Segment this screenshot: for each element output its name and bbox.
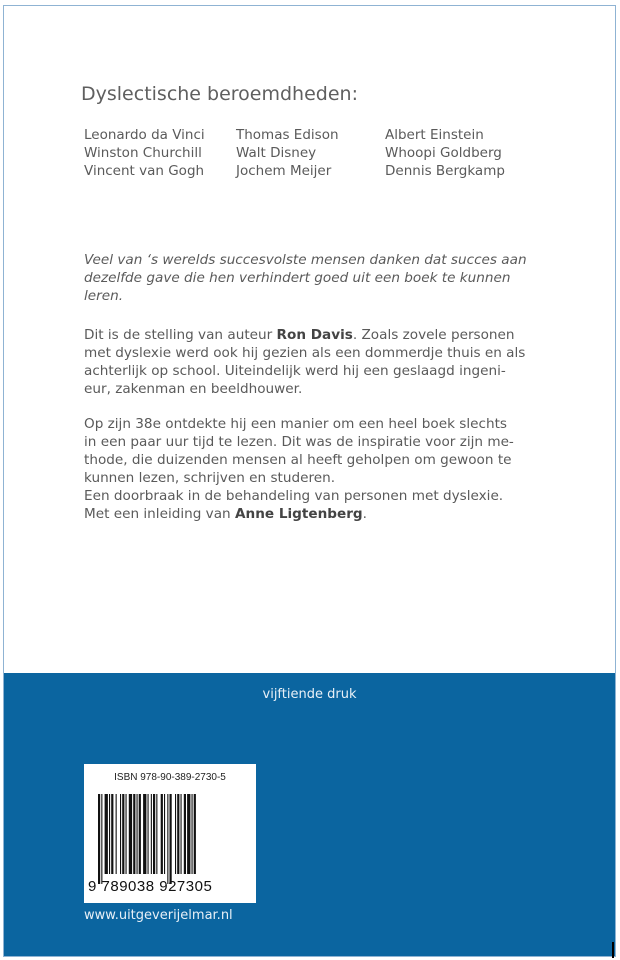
author-paragraph bbox=[84, 326, 564, 398]
barcode-bar bbox=[98, 794, 100, 884]
names-column bbox=[236, 126, 339, 180]
method-paragraph bbox=[84, 415, 564, 523]
text-line: met dyslexie werd ook hij gezien als een dommerdje thuis en als bbox=[84, 345, 526, 361]
isbn-label: ISBN 978-90-389-2730-5 bbox=[114, 772, 226, 783]
barcode-bar bbox=[177, 794, 179, 874]
text-line: kunnen lezen, schrijven en studeren. bbox=[84, 470, 336, 486]
barcode-bar bbox=[109, 794, 110, 874]
name: Leonardo da Vinci bbox=[84, 127, 205, 143]
blue-footer-band bbox=[4, 673, 615, 956]
names-column bbox=[84, 126, 205, 180]
barcode-bar bbox=[184, 794, 186, 874]
barcode-bar bbox=[133, 794, 135, 874]
text-line: in een paar uur tijd te lezen. Dit was de inspiratie voor zijn me- bbox=[84, 434, 514, 450]
barcode-bar bbox=[122, 794, 124, 874]
barcode-digits: 9 789038 927305 bbox=[88, 878, 213, 895]
name: Dennis Bergkamp bbox=[385, 163, 505, 179]
name: Thomas Edison bbox=[236, 127, 339, 143]
barcode-bar bbox=[139, 794, 141, 874]
barcode-bar bbox=[192, 794, 193, 874]
barcode-bar bbox=[137, 794, 138, 874]
barcode-bar bbox=[161, 794, 163, 874]
text-line: Een doorbraak in de behandeling van personen met dyslexie. bbox=[84, 488, 504, 504]
name: Whoopi Goldberg bbox=[385, 145, 502, 161]
edition-label: vijftiende druk bbox=[262, 687, 357, 702]
barcode-bar bbox=[126, 794, 127, 874]
barcode-bar bbox=[181, 794, 182, 874]
barcode-icon bbox=[98, 794, 243, 884]
text-line bbox=[84, 505, 564, 523]
barcode-bar bbox=[153, 794, 155, 874]
text: . bbox=[362, 506, 367, 522]
intro-author: Anne Ligtenberg bbox=[235, 506, 363, 522]
barcode-bar bbox=[129, 794, 132, 874]
quote-paragraph bbox=[84, 251, 564, 305]
name: Winston Churchill bbox=[84, 145, 202, 161]
text-line: Op zijn 38e ontdekte hij een manier om een heel boek slechts bbox=[84, 416, 507, 432]
text-line bbox=[84, 326, 564, 344]
barcode-bar bbox=[120, 794, 121, 874]
name: Vincent van Gogh bbox=[84, 163, 205, 179]
quote-line: dezelfde gave die hen verhindert goed uit een boek te kunnen bbox=[84, 270, 511, 286]
barcode-bar bbox=[164, 794, 165, 874]
text-line: eur, zakenman en beeldhouwer. bbox=[84, 381, 303, 397]
barcode-bar bbox=[148, 794, 149, 874]
barcode-bar bbox=[105, 794, 108, 874]
publisher-url[interactable]: www.uitgeverijelmar.nl bbox=[84, 908, 233, 923]
barcode-bar bbox=[194, 794, 196, 874]
barcode-box bbox=[84, 764, 256, 903]
barcode-bar bbox=[151, 794, 152, 874]
quote-line: leren. bbox=[84, 288, 124, 304]
author-name: Ron Davis bbox=[276, 327, 353, 343]
barcode-bar bbox=[116, 794, 117, 874]
edge-mark bbox=[612, 942, 614, 958]
name: Albert Einstein bbox=[385, 127, 484, 143]
barcode-bar bbox=[167, 794, 168, 884]
barcode-bar bbox=[175, 794, 176, 874]
barcode-bar bbox=[156, 794, 157, 874]
text: Met een inleiding van bbox=[84, 506, 235, 522]
barcode-bar bbox=[187, 794, 190, 874]
text-line: achterlijk op school. Uiteindelijk werd hij een geslaagd ingeni- bbox=[84, 363, 506, 379]
name: Jochem Meijer bbox=[236, 163, 332, 179]
text: Dit is de stelling van auteur bbox=[84, 327, 277, 343]
name: Walt Disney bbox=[236, 145, 317, 161]
text: . Zoals zovele personen bbox=[352, 327, 515, 343]
book-back-cover bbox=[3, 5, 616, 957]
text-line: thode, die duizenden mensen al heeft geholpen om gewoon te bbox=[84, 452, 512, 468]
quote-line: Veel van ‘s werelds succesvolste mensen danken dat succes aan bbox=[84, 252, 527, 268]
names-column bbox=[385, 126, 505, 180]
barcode-bar bbox=[101, 794, 102, 884]
barcode-bar bbox=[111, 794, 113, 874]
barcode-bar bbox=[143, 794, 146, 874]
barcode-bar bbox=[170, 794, 172, 884]
heading: Dyslectische beroemdheden: bbox=[81, 83, 358, 105]
